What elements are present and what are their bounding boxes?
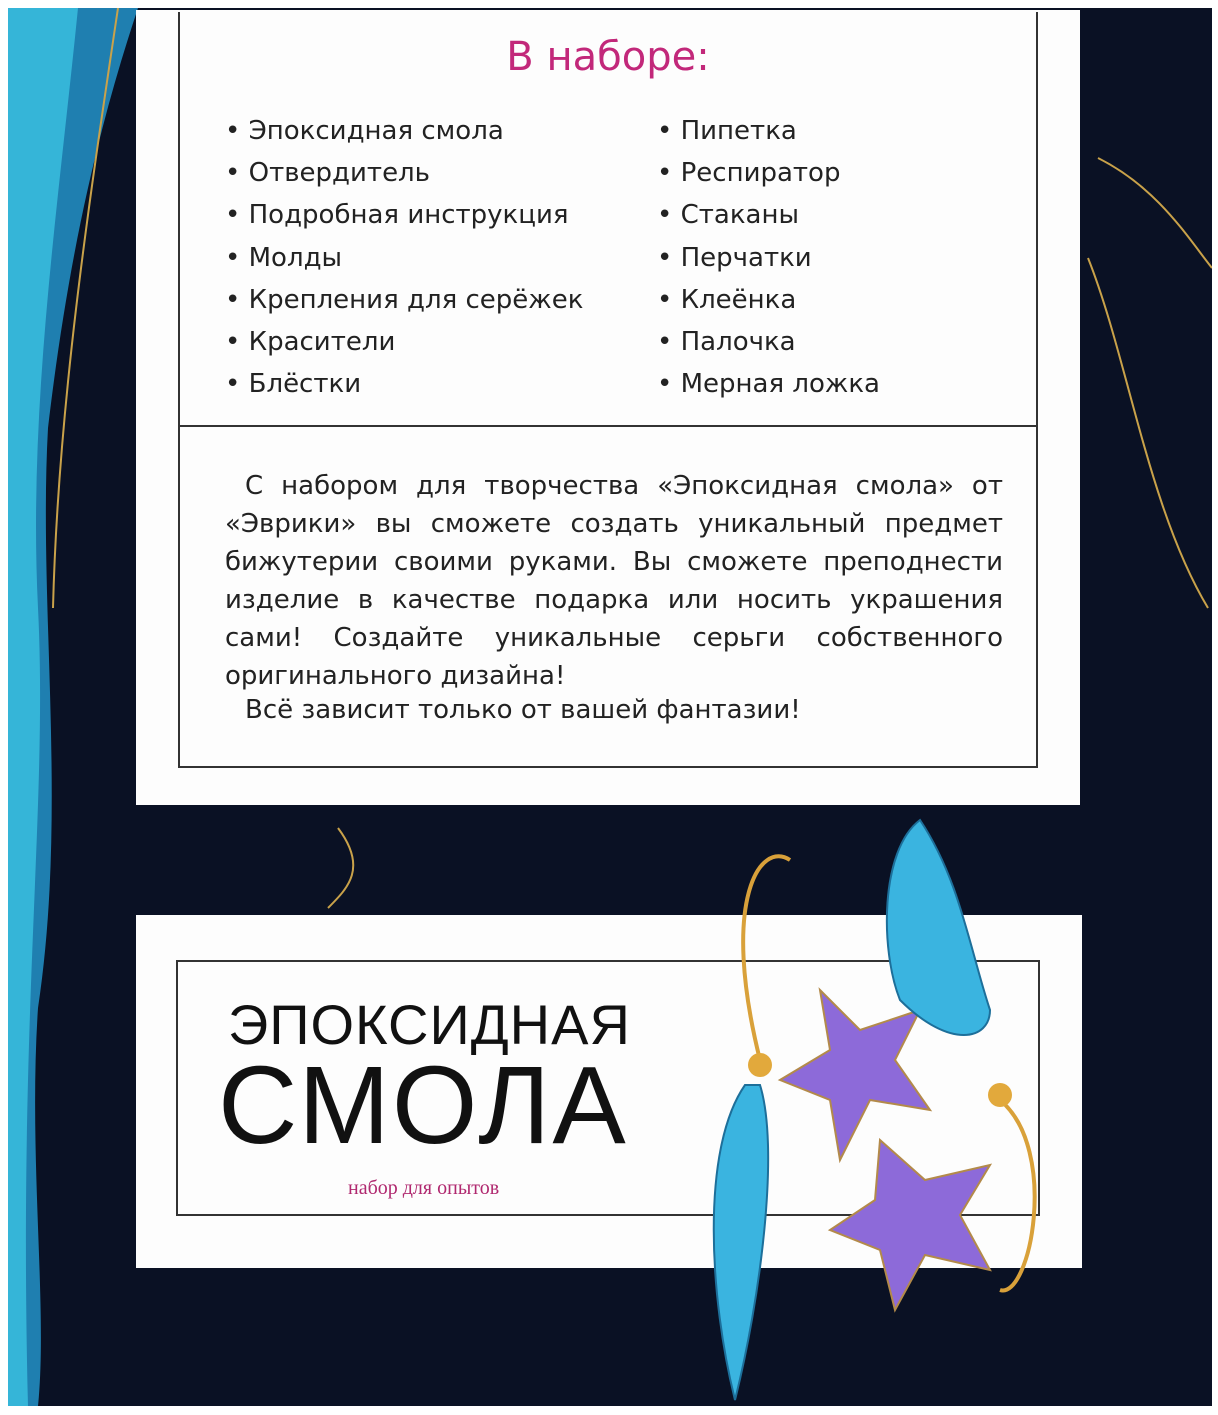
list-item: • Клеёнка xyxy=(657,279,880,321)
list-item: • Стаканы xyxy=(657,194,880,236)
list-item: • Подробная инструкция xyxy=(225,194,583,236)
list-item: • Перчатки xyxy=(657,237,880,279)
list-item: • Красители xyxy=(225,321,583,363)
description-closing: Всё зависит только от вашей фантазии! xyxy=(245,695,801,725)
product-title-line1: ЭПОКСИДНАЯ xyxy=(228,993,631,1056)
list-item: • Мерная ложка xyxy=(657,363,880,405)
contents-heading: В наборе: xyxy=(506,34,710,80)
description-paragraph: С набором для творчества «Эпоксидная смола» от «Эврики» вы сможете создать уникальный предмет бижутерии своими руками. Вы сможете преподнести изделие в качестве подарка или носить украшения сами! Создайте уникальные серьги собственного оригинального дизайна! xyxy=(225,471,1003,691)
list-item: • Эпоксидная смола xyxy=(225,110,583,152)
list-item: • Палочка xyxy=(657,321,880,363)
list-item: • Респиратор xyxy=(657,152,880,194)
list-item: • Крепления для серёжек xyxy=(225,279,583,321)
product-title-line2: СМОЛА xyxy=(218,1044,628,1167)
list-item: • Блёстки xyxy=(225,363,583,405)
product-subtitle: набор для опытов xyxy=(348,1177,500,1199)
list-item: • Отвердитель xyxy=(225,152,583,194)
list-item: • Пипетка xyxy=(657,110,880,152)
list-item: • Молды xyxy=(225,237,583,279)
